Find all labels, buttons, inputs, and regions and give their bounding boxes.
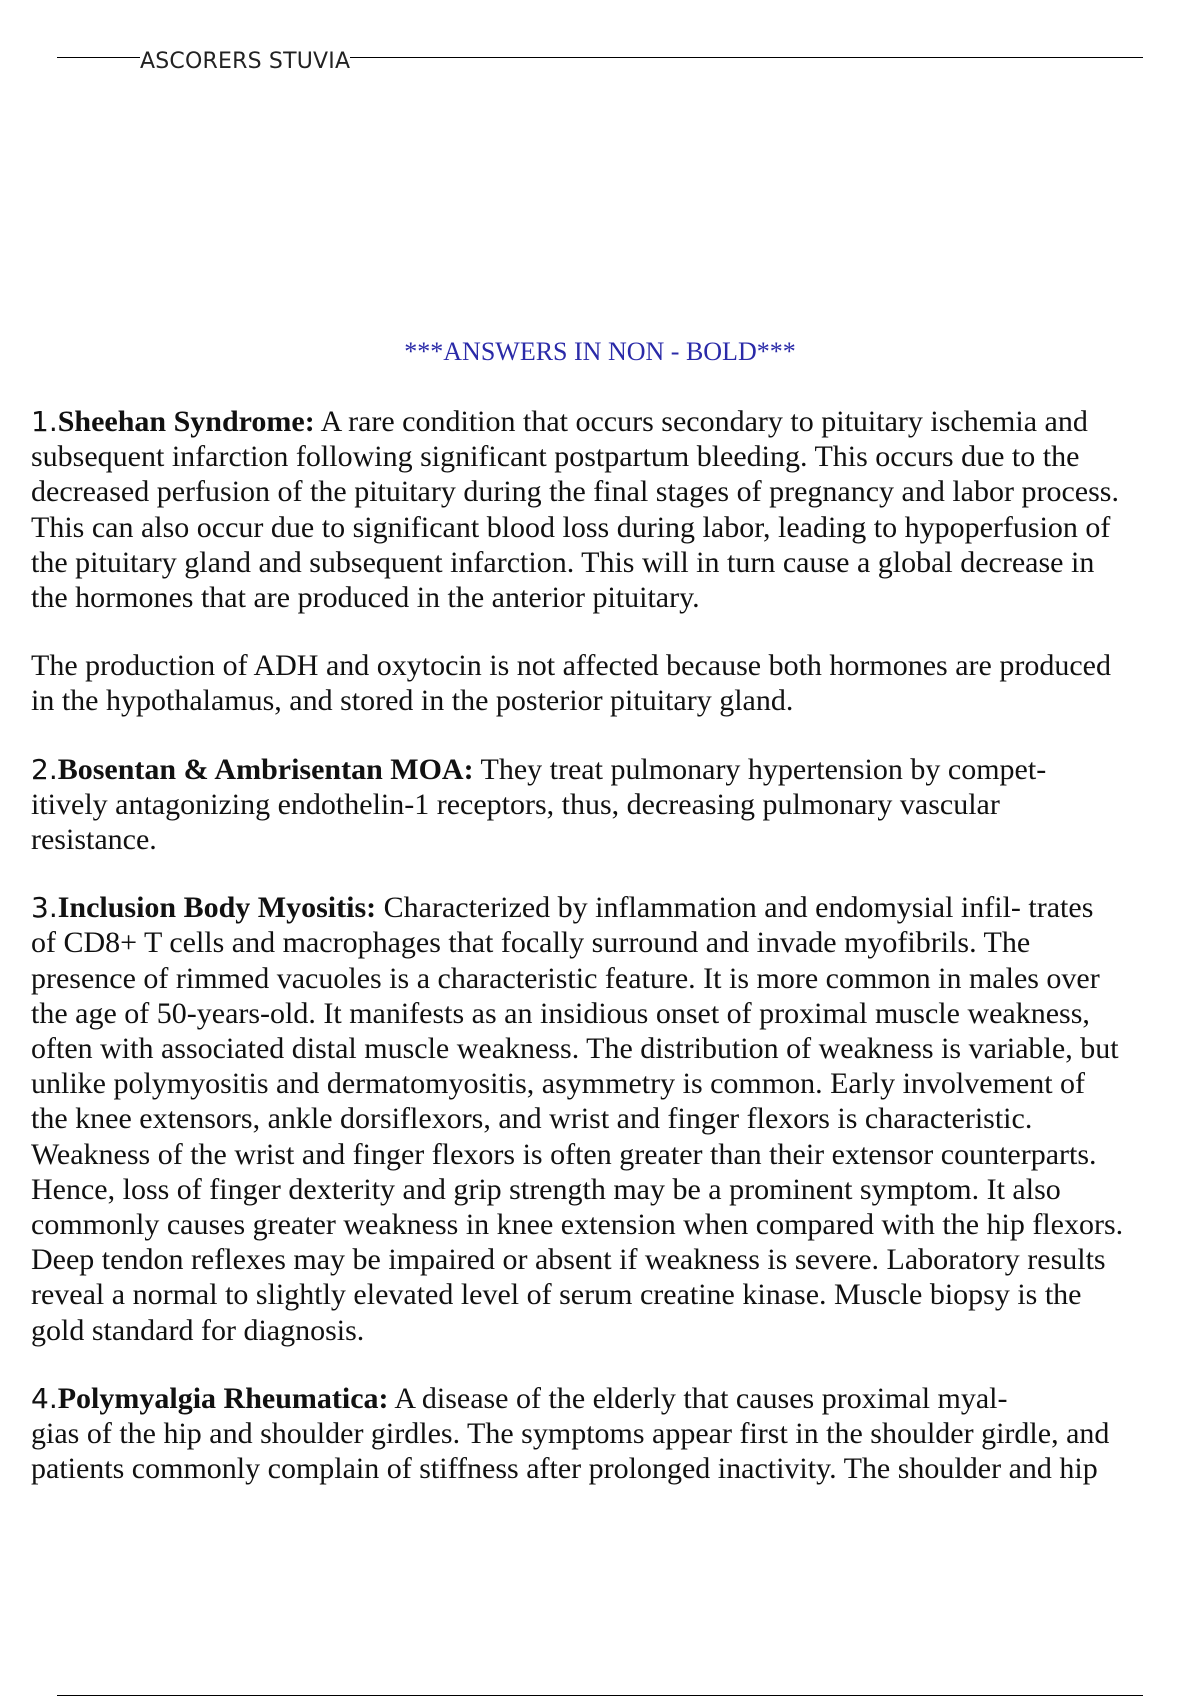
entry-number: 3. bbox=[31, 891, 58, 925]
entry-answer: A disease of the elderly that causes proximal myal- gias of the hip and shoulder girdles. The symptoms appear first in the shoulder girdle, and patients commonly complain of stiffness after prolonged inactivity. The shoulder and hip bbox=[31, 1381, 1110, 1486]
entry-number: 1. bbox=[31, 405, 58, 438]
entry-term: Sheehan Syndrome: bbox=[57, 405, 315, 438]
entry-number: 2. bbox=[31, 752, 58, 786]
entry-answer: Characterized by inflammation and endomysial infil- trates of CD8+ T cells and macrophages that focally surround and invade myofibrils. The presence of rimmed vacuoles is a characteristic feature. It is more common in males over the age of 50-years-old. It manifests as an insidious onset of proximal muscle weakness, often with associated distal muscle weakness. The distribution of weakness is variable, but unlike polymyositis and dermatomyositis, asymmetry is common. Early involvement of the knee extensors, ankle dorsiflexors, and wrist and finger flexors is characteristic. Weakness of the wrist and finger flexors is often greater than their extensor counterparts. Hence, loss of finger dexterity and grip strength may be a prominent symptom. It also commonly causes greater weakness in knee extension when compared with the hip flexors. Deep tendon reflexes may be impaired or absent if weakness is severe. Laboratory results reveal a normal to slightly elevated level of serum creatine kinase. Muscle biopsy is the gold standard for diagnosis. bbox=[31, 891, 1124, 1347]
footer-rule bbox=[57, 1695, 1143, 1696]
header-source-label: ASCORERS STUVIA bbox=[140, 49, 351, 74]
entry-term: Inclusion Body Myositis: bbox=[57, 891, 377, 925]
answers-note: ***ANSWERS IN NON - BOLD*** bbox=[404, 337, 796, 366]
entry-answer: A rare condition that occurs secondary to pituitary ischemia and subsequent infarction following significant postpartum bleeding. This occurs due to the decreased perfusion of the pituitary during the final stages of pregnancy and labor process. This can also occur due to significant blood loss during labor, leading to hypoperfusion of the pituitary gland and subsequent infarction. This will in turn cause a global decrease in the hormones that are produced in the anterior pituitary. bbox=[31, 405, 1119, 615]
entry-inclusion-body-myositis bbox=[31, 890, 1200, 1348]
entry-bosentan bbox=[31, 752, 1200, 858]
entry-term: Polymyalgia Rheumatica: bbox=[57, 1381, 389, 1415]
entry-answer: They treat pulmonary hypertension by compet- itively antagonizing endothelin-1 receptors, thus, decreasing pulmonary vascular resistance. bbox=[31, 752, 1047, 857]
entry-number: 4. bbox=[31, 1381, 58, 1415]
entry-answer: The production of ADH and oxytocin is not affected because both hormones are produced in the hypothalamus, and stored in the posterior pituitary gland. bbox=[31, 649, 1111, 718]
entry-sheehan bbox=[31, 404, 1200, 615]
entry-term: Bosentan & Ambrisentan MOA: bbox=[57, 752, 474, 786]
entry-sheehan-continued bbox=[31, 648, 1200, 718]
entry-polymyalgia bbox=[31, 1381, 1200, 1487]
document-body bbox=[31, 404, 1200, 1519]
